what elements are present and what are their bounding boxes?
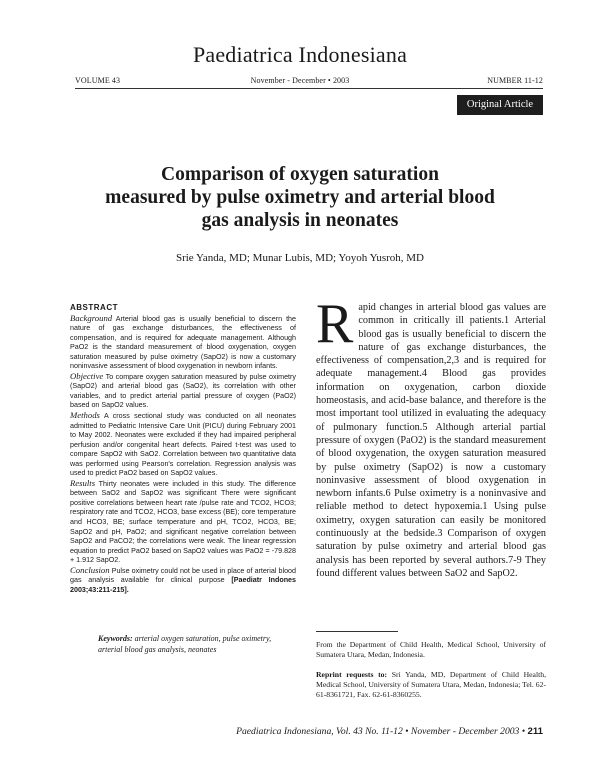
- keywords-text: arterial oxygen saturation, pulse oximetry, arterial blood gas analysis, neonates: [98, 634, 272, 654]
- results-text: Thirty neonates were included in this study. The difference between SaO2 and SapO2 was significant There were significant positive correlations between heart rate /pulse rate and TCO2, HCO3; respiratory rate and TCO2, HCO3, base excess (BE); core temperature and HCO3, BE; surface temperature and pH, TCO2, HCO3, BE; SapO2 and pH, PaO2; and significant negative correlation between SapO2 and PaCO2; the correlations were weak. The linear regression equation to predict PaO2 based on SapO2 values was PaO2 = -79.828 + 1.912 SapO2.: [70, 479, 297, 565]
- keywords: [98, 634, 288, 655]
- abstract-objective: [70, 372, 296, 411]
- background-text: Arterial blood gas is usually beneficial to discern the nature of gas exchange disturbances, the effectiveness of compensation, and is required for adequate management. Although PaO2 is the standard measurement of blood oxygenation, oxygen saturation measured by pulse oximetry (SapO2) is now a customary noninvasive assessment of blood oxygenation in newborn infants.: [70, 314, 297, 371]
- issue-date: November - December • 2003: [250, 76, 350, 85]
- intro-paragraph: apid changes in arterial blood gas values are common in critically ill patients.1 Arterial blood gas is usually beneficial to discern the nature of gas exchange disturbances, the effectiveness of compensation,2,3 and is required for adequate management.4 Blood gas provides information on oxygenation, carbon dioxide homeostasis, and acid-base balance, and therefore is the most important tool utilized in evaluating the adequacy of pulmonary function.5 Although arterial partial pressure of oxygen (PaO2) is the standard measurement of blood oxygenation, the oxygen saturation measured by pulse oximetry (SapO2) is now a customary noninvasive assessment of blood oxygenation in newborn infants.6 Pulse oximetry is a noninvasive and reliable method to detect hypoxemia.1 Using pulse oximetry, oxygen saturation can easily be monitored continuously at the bedside.3 Comparison of oxygen saturation by pulse oximetry and arterial blood gas analysis has been reported by several authors.7-9 They found different values between SaO2 and SapO2.: [316, 302, 546, 579]
- volume-label: VOLUME 43: [75, 76, 121, 85]
- objective-text: To compare oxygen saturation measured by pulse oximetry (SapO2) and arterial blood gas (SaO2), its correlation with other variables, and to predict arterial partial pressure of oxygen (PaO2) based on SapO2 values.: [70, 372, 296, 410]
- abstract-conclusion: [70, 566, 296, 596]
- abstract-section: [70, 303, 296, 595]
- page-number: 211: [527, 726, 543, 737]
- title-line: gas analysis in neonates: [201, 210, 399, 231]
- footer-citation: Paediatrica Indonesiana, Vol. 43 No. 11-12 • November - December 2003 •: [236, 726, 526, 737]
- abstract-citation: [Paediatr Indones 2003;43:211-215].: [70, 576, 297, 594]
- conclusion-text: Pulse oximetry could not be used in place of arterial blood gas analysis available for clinical purpose: [70, 566, 296, 585]
- conclusion-label: Conclusion: [70, 564, 110, 575]
- article-title: [80, 163, 520, 232]
- title-line: Comparison of oxygen saturation: [161, 164, 439, 185]
- header-rule: [75, 88, 543, 89]
- footnote-rule: [316, 631, 398, 632]
- abstract-background: [70, 314, 296, 372]
- issue-number: NUMBER 11-12: [487, 76, 543, 85]
- abstract-methods: [70, 411, 296, 479]
- title-line: measured by pulse oximetry and arterial blood: [105, 187, 495, 208]
- reprint-label: Reprint requests to:: [316, 670, 388, 679]
- body-text: [316, 293, 546, 580]
- abstract-results: [70, 479, 296, 566]
- affiliation-footnote: From the Department of Child Health, Medical School, University of Sumatera Utara, Medan, Indonesia.: [316, 640, 546, 659]
- journal-name: Paediatrica Indonesiana: [192, 42, 408, 67]
- results-label: Results: [70, 477, 96, 488]
- author-list: Srie Yanda, MD; Munar Lubis, MD; Yoyoh Yusroh, MD: [175, 252, 425, 264]
- reprint-footnote: [316, 670, 546, 700]
- abstract-heading: ABSTRACT: [70, 303, 118, 312]
- reprint-text: Sri Yanda, MD, Department of Child Health, Medical School, University of Sumatera Utara, Medan, Indonesia; Tel. 62-61-8361721, Fax. 62-61-8360255.: [316, 670, 547, 699]
- methods-text: A cross sectional study was conducted on all neonates admitted to Pediatric Intensive Care Unit (PICU) during February 2001 to May 2002. Neonates were excluded if they had impaired peripheral perfusion and/or congenital heart defects. Paired t-test was used to compare SapO2 with SaO2. Correlation between two quantitative data was performed using Pearson's correlation. Regression analysis was used to predict PaO2 based on SapO2 values.: [70, 412, 296, 478]
- objective-label: Objective: [70, 370, 104, 381]
- drop-cap: R: [316, 293, 354, 355]
- page-footer: [236, 726, 543, 737]
- methods-label: Methods: [70, 410, 100, 421]
- article-type-badge: Original Article: [457, 95, 543, 115]
- keywords-label: Keywords:: [98, 634, 133, 643]
- background-label: Background: [70, 312, 113, 323]
